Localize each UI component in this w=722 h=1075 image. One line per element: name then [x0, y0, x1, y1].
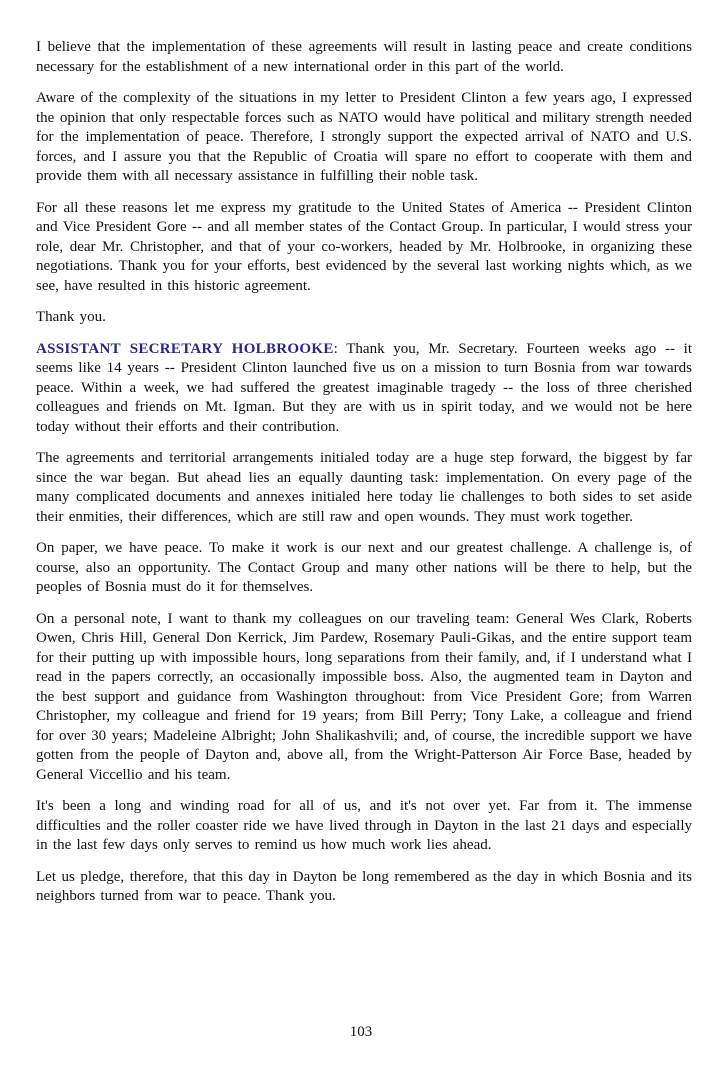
paragraph: Aware of the complexity of the situations in my letter to President Clinton a few years ago, I expressed the opinion that only respectable forces such as NATO would have political and military strength needed for the implementation of peace. Therefore, I strongly support the expected arrival of NATO and U.S. forces, and I assure you that the Republic of Croatia will spare no effort to cooperate with them and provide them with all necessary assistance in fulfilling their noble task. — [36, 90, 692, 184]
paragraph: On a personal note, I want to thank my colleagues on our traveling team: General Wes Clark, Roberts Owen, Chris Hill, General Don Kerrick, Jim Pardew, Rosemary Pauli-Gikas, and the entire support team for their putting up with impossible hours, long separations from their family, and, if I understand what I read in the papers correctly, an occasionally impossible boss. Also, the augmented team in Dayton and the best support and guidance from Washington throughout: from Vice President Gore; from Warren Christopher, my colleague and friend for 19 years; from Bill Perry; Tony Lake, a colleague and friend for over 30 years; Madeleine Albright; John Shalikashvili; and, of course, the incredible support we have gotten from the people of Dayton and, above all, from the Wright-Patterson Air Force Base, headed by General Viccellio and his team. — [36, 610, 692, 783]
speaker-paragraph-text: : Thank you, Mr. Secretary. Fourteen weeks ago -- it seems like 14 years -- President Clinton launched five us on a mission to turn Bosnia from war towards peace. Within a week, we had suffered the greatest imaginable tragedy -- the loss of three cherished colleagues and friends on Mt. Igman. But they are with us in spirit today, and we would not be here today without their efforts and their contribution. — [36, 340, 693, 435]
paragraph: Let us pledge, therefore, that this day in Dayton be long remembered as the day in which Bosnia and its neighbors turned from war to peace. Thank you. — [36, 868, 692, 904]
paragraph: Thank you. — [36, 309, 106, 325]
page-number: 103 — [349, 1024, 373, 1040]
paragraph: It's been a long and winding road for all of us, and it's not over yet. Far from it. The immense difficulties and the roller coaster ride we have lived through in Dayton in the last 21 days and especially in the last few days only serves to remind us how much work lies ahead. — [36, 798, 692, 853]
paragraph: On paper, we have peace. To make it work is our next and our greatest challenge. A challenge is, of course, also an opportunity. The Contact Group and many other nations will be there to help, but the peoples of Bosnia must do it for themselves. — [36, 540, 692, 595]
paragraph-speaker — [36, 340, 692, 438]
paragraph: The agreements and territorial arrangements initialed today are a huge step forward, the biggest by far since the war began. But ahead lies an equally daunting task: implementation. On every page of the many complicated documents and annexes initialed here today lie challenges to both sides to set aside their enmities, their differences, which are still raw and open wounds. They must work together. — [36, 450, 692, 525]
speaker-name: ASSISTANT SECRETARY HOLBROOKE — [36, 340, 334, 357]
paragraph: For all these reasons let me express my gratitude to the United States of America -- President Clinton and Vice President Gore -- and all member states of the Contact Group. In particular, I would stress your role, dear Mr. Christopher, and that of your co-workers, headed by Mr. Holbrooke, in organizing these negotiations. Thank you for your efforts, best evidenced by the several last working nights which, as we see, have resulted in this historic agreement. — [36, 199, 692, 294]
paragraph: I believe that the implementation of these agreements will result in lasting peace and create conditions necessary for the establishment of a new international order in this part of the world. — [36, 39, 692, 75]
